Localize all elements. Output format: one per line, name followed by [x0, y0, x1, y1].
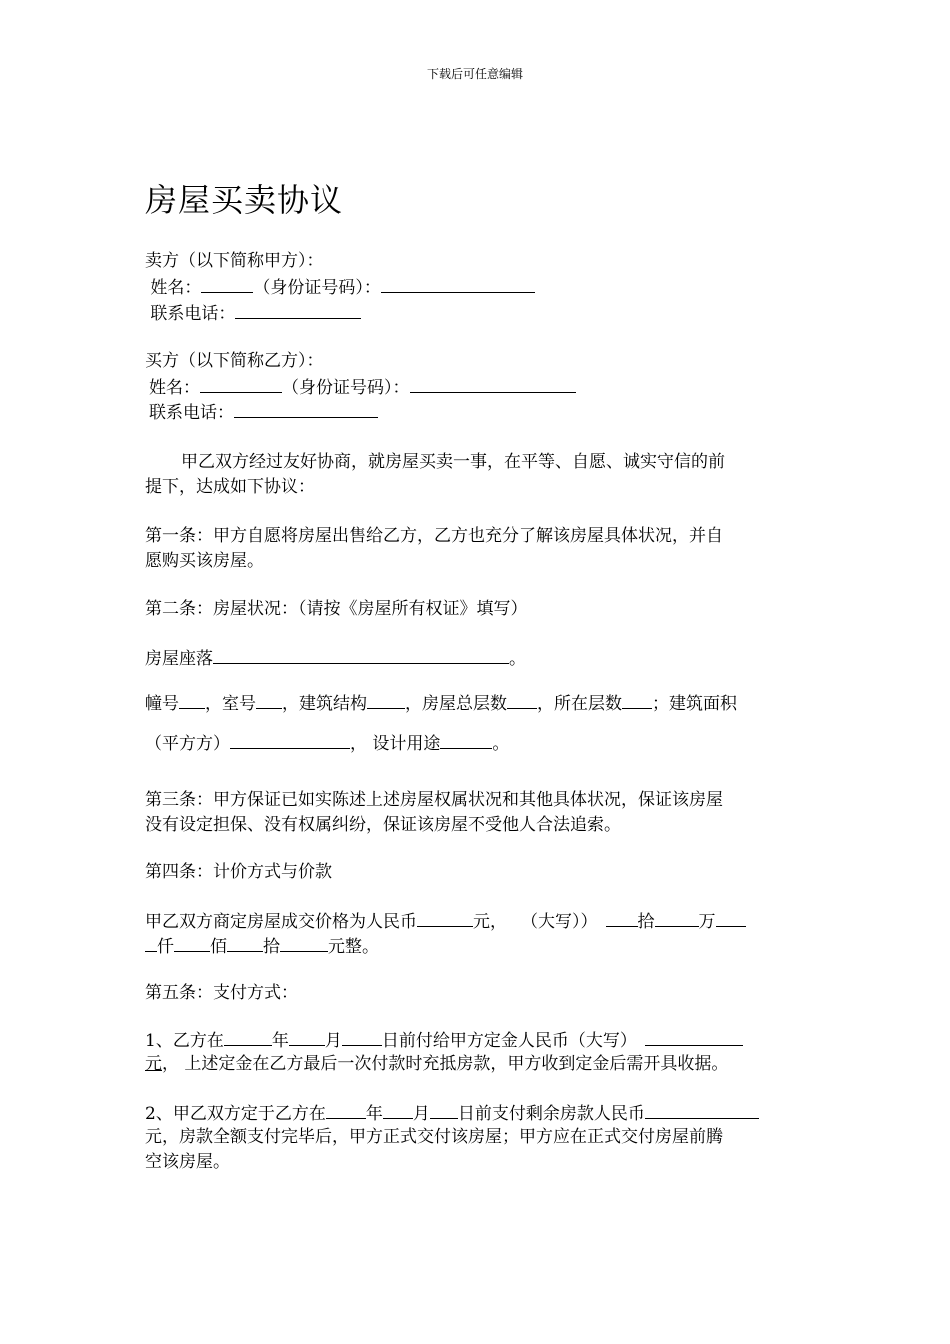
- payment1-row-1: [145, 1027, 815, 1053]
- p1-amount-field[interactable]: [645, 1027, 743, 1046]
- intro-line-1: [145, 450, 815, 474]
- article5-heading: 第五条：支付方式：: [145, 983, 298, 1003]
- p2-day-field[interactable]: [430, 1100, 458, 1119]
- buyer-name-row: [145, 374, 815, 400]
- article4-heading: 第四条：计价方式与价款: [145, 862, 332, 882]
- article3-line-2: 没有设定担保、没有权属纠纷，保证该房屋不受他人合法追索。: [145, 815, 621, 835]
- structure-field[interactable]: [367, 690, 405, 709]
- p2-prefix: 2、甲乙双方定于乙方在: [145, 1104, 326, 1124]
- p1-day-field[interactable]: [342, 1027, 382, 1046]
- yuan-end-label: 元整。: [328, 937, 379, 957]
- p2-year-label: 年: [365, 1104, 383, 1124]
- location-row: [145, 645, 815, 671]
- area-unit-label: （平方方）: [145, 734, 230, 754]
- seller-name-row: [145, 274, 815, 300]
- area-label: ；建筑面积: [652, 694, 737, 714]
- p2-month-label: 月: [412, 1104, 430, 1124]
- floor-label: ，所在层数: [537, 694, 622, 714]
- price-yuan-label: 元，: [473, 912, 507, 932]
- seller-id-field[interactable]: [381, 274, 535, 293]
- area-field[interactable]: [230, 730, 350, 749]
- bai-field[interactable]: [174, 933, 210, 952]
- p1-year-field[interactable]: [224, 1027, 272, 1046]
- room-no-field[interactable]: [256, 690, 282, 709]
- seller-heading: 卖方（以下简称甲方）：: [145, 251, 324, 271]
- usage-end: 。: [492, 734, 510, 754]
- total-floors-field[interactable]: [507, 690, 537, 709]
- payment2-row-2: 元，房款全额支付完毕后，甲方正式交付该房屋；甲方应在正式交付房屋前腾: [145, 1127, 723, 1147]
- article1-line-2: 愿购买该房屋。: [145, 551, 264, 571]
- p2-month-field[interactable]: [383, 1100, 413, 1119]
- total-floors-label: ，房屋总层数: [405, 694, 507, 714]
- intro-text-1: 甲乙双方经过友好协商，就房屋买卖一事，在平等、自愿、诚实守信的前: [181, 452, 725, 472]
- qian-field[interactable]: [145, 933, 157, 952]
- wan-field[interactable]: [655, 908, 699, 927]
- price-row-2: [145, 933, 815, 959]
- seller-name-label: 姓名：: [150, 278, 202, 298]
- p1-prefix: 1、乙方在: [145, 1031, 224, 1051]
- price-field[interactable]: [417, 908, 473, 927]
- room-no-label: ，室号: [205, 694, 256, 714]
- yuan-field[interactable]: [280, 933, 328, 952]
- house-details-row: [145, 690, 815, 716]
- p1-year-label: 年: [271, 1031, 289, 1051]
- price-label: 甲乙双方商定房屋成交价格为人民币: [145, 912, 417, 932]
- shi2-field[interactable]: [227, 933, 263, 952]
- area-usage-row: [145, 730, 815, 756]
- buyer-name-field[interactable]: [200, 374, 282, 393]
- intro-line-2: 提下，达成如下协议：: [145, 477, 315, 497]
- buyer-heading: 买方（以下简称乙方）：: [145, 351, 324, 371]
- location-label: 房屋座落: [145, 649, 213, 669]
- price-row-1: [145, 908, 815, 934]
- page-header-note: 下载后可任意编辑: [426, 67, 523, 81]
- buyer-id-field[interactable]: [410, 374, 576, 393]
- structure-label: ，建筑结构: [282, 694, 367, 714]
- article1-line-1: 第一条：甲方自愿将房屋出售给乙方，乙方也充分了解该房屋具体状况，并自: [145, 526, 723, 546]
- article3-line-1: 第三条：甲方保证已如实陈述上述房屋权属状况和其他具体状况，保证该房屋: [145, 790, 723, 810]
- p2-amount-field[interactable]: [645, 1100, 759, 1119]
- document-title: 房屋买卖协议: [145, 181, 344, 219]
- buyer-id-label: （身份证号码）：: [282, 378, 410, 398]
- usage-label: ， 设计用途: [350, 734, 441, 754]
- shi-label: 拾: [637, 912, 655, 932]
- p2-year-field[interactable]: [326, 1100, 366, 1119]
- seller-phone-row: [145, 300, 815, 326]
- buyer-phone-label: 联系电话：: [149, 403, 234, 423]
- wan-label: 万: [698, 912, 716, 932]
- shi2-label: 拾: [263, 937, 280, 957]
- p1-rest-text: ， 上述定金在乙方最后一次付款时充抵房款，甲方收到定金后需开具收据。: [162, 1054, 729, 1074]
- buyer-name-label: 姓名：: [149, 378, 200, 398]
- article2-heading: 第二条：房屋状况：（请按《房屋所有权证》填写）: [145, 599, 528, 619]
- qian-label: 仟: [157, 937, 174, 957]
- payment1-row-2: [145, 1052, 815, 1076]
- p1-yuan-label: 元: [145, 1054, 162, 1074]
- buyer-phone-field[interactable]: [234, 399, 378, 418]
- p2-date-text: 日前支付剩余房款人民币: [457, 1104, 645, 1124]
- qian-wan-field[interactable]: [716, 908, 746, 927]
- seller-id-label: （身份证号码）：: [253, 278, 381, 298]
- payment2-row-1: [145, 1100, 815, 1126]
- location-end: 。: [509, 649, 526, 669]
- usage-field[interactable]: [440, 730, 492, 749]
- buyer-phone-row: [145, 399, 815, 425]
- seller-name-field[interactable]: [201, 274, 253, 293]
- bai-label: 佰: [210, 937, 227, 957]
- capital-label: （大写））: [521, 912, 598, 932]
- location-field[interactable]: [213, 645, 509, 664]
- p1-date-text: 日前付给甲方定金人民币（大写）: [381, 1031, 637, 1051]
- seller-phone-field[interactable]: [235, 300, 361, 319]
- p1-month-label: 月: [324, 1031, 342, 1051]
- floor-field[interactable]: [622, 690, 652, 709]
- seller-phone-label: 联系电话：: [150, 304, 236, 324]
- payment2-row-3: 空该房屋。: [145, 1152, 230, 1172]
- building-no-label: 幢号: [145, 694, 179, 714]
- building-no-field[interactable]: [179, 690, 205, 709]
- shi-wan-field[interactable]: [606, 908, 638, 927]
- p1-month-field[interactable]: [289, 1027, 325, 1046]
